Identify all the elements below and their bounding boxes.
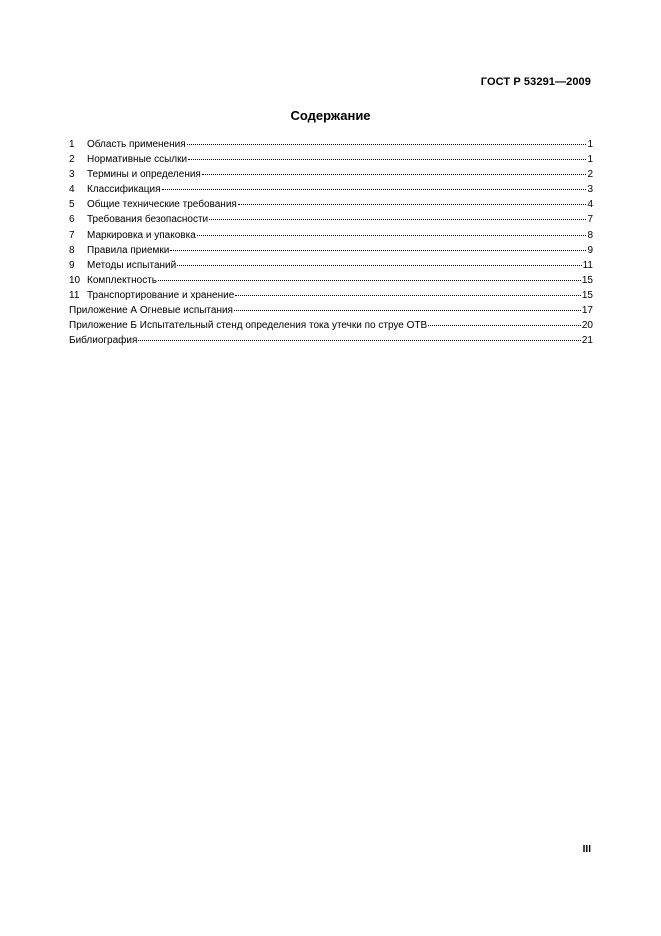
toc-item-page: 1 xyxy=(587,139,593,150)
toc-item-label: Приложение Б Испытательный стенд определения тока утечки по струе ОТВ xyxy=(69,320,428,332)
dot-leader xyxy=(187,144,587,145)
toc-item-number: 3 xyxy=(69,169,75,181)
toc-item-number: 10 xyxy=(69,274,81,286)
dot-leader xyxy=(138,340,580,341)
toc-item-page: 1 xyxy=(587,154,593,166)
toc-item-label: Библиография xyxy=(69,335,138,347)
toc-appendix-item[interactable] xyxy=(69,303,593,318)
toc-item-number: 7 xyxy=(69,229,75,241)
dot-leader xyxy=(235,295,581,296)
toc-item[interactable] xyxy=(69,273,593,288)
dot-leader xyxy=(177,265,581,266)
toc-item-label: Требования безопасности xyxy=(87,214,209,226)
toc-item-page: 9 xyxy=(587,244,593,256)
toc-item-label: Транспортирование и хранение xyxy=(87,289,235,301)
toc-item-page: 8 xyxy=(587,229,593,241)
toc-bibliography-item[interactable] xyxy=(69,333,593,348)
toc-item[interactable] xyxy=(69,228,593,243)
toc-item-page: 21 xyxy=(581,335,593,347)
toc-item[interactable] xyxy=(69,288,593,303)
toc-item-label: Область применения xyxy=(87,139,186,150)
toc-item-page: 15 xyxy=(581,289,593,301)
toc-item-number: 2 xyxy=(69,154,75,166)
toc-item-number: 8 xyxy=(69,244,75,256)
toc-item-page: 15 xyxy=(581,274,593,286)
toc-item-label: Общие технические требования xyxy=(87,199,237,211)
toc-item[interactable] xyxy=(69,152,593,167)
table-of-contents xyxy=(69,137,593,348)
toc-item-label: Нормативные ссылки xyxy=(87,154,188,166)
dot-leader xyxy=(209,219,586,220)
standard-number: ГОСТ Р 53291—2009 xyxy=(480,76,591,88)
dot-leader xyxy=(428,325,581,326)
toc-item-label: Классификация xyxy=(87,184,161,196)
toc-item-label: Методы испытаний xyxy=(87,259,177,271)
toc-item-number: 9 xyxy=(69,259,75,271)
toc-item[interactable] xyxy=(69,197,593,212)
toc-item-page: 3 xyxy=(587,184,593,196)
toc-item-number: 6 xyxy=(69,214,75,226)
toc-item[interactable] xyxy=(69,167,593,182)
toc-item-label: Приложение А Огневые испытания xyxy=(69,305,233,317)
toc-item-number: 1 xyxy=(69,139,75,150)
dot-leader xyxy=(202,174,587,175)
toc-item[interactable] xyxy=(69,182,593,197)
toc-item-page: 17 xyxy=(581,305,593,317)
toc-item-label: Термины и определения xyxy=(87,169,201,181)
toc-item-page: 4 xyxy=(587,199,593,211)
toc-appendix-item[interactable] xyxy=(69,318,593,333)
toc-item[interactable] xyxy=(69,243,593,258)
toc-title: Содержание xyxy=(290,108,371,123)
dot-leader xyxy=(234,310,581,311)
toc-item-page: 2 xyxy=(587,169,593,181)
page-numeral: III xyxy=(582,844,591,855)
toc-item-label: Маркировка и упаковка xyxy=(87,229,196,241)
toc-item-number: 4 xyxy=(69,184,75,196)
toc-item[interactable] xyxy=(69,258,593,273)
toc-item-number: 5 xyxy=(69,199,75,211)
dot-leader xyxy=(158,280,581,281)
toc-item-page: 20 xyxy=(581,320,593,332)
dot-leader xyxy=(238,204,587,205)
toc-item[interactable] xyxy=(69,137,593,152)
toc-item-number: 11 xyxy=(69,289,80,301)
toc-item-page: 7 xyxy=(587,214,593,226)
dot-leader xyxy=(197,235,587,236)
dot-leader xyxy=(162,189,587,190)
toc-item-label: Правила приемки xyxy=(87,244,170,256)
toc-item[interactable] xyxy=(69,212,593,227)
toc-item-page: 11 xyxy=(582,259,593,271)
dot-leader xyxy=(188,159,586,160)
toc-item-label: Комплектность xyxy=(87,274,158,286)
dot-leader xyxy=(170,250,586,251)
